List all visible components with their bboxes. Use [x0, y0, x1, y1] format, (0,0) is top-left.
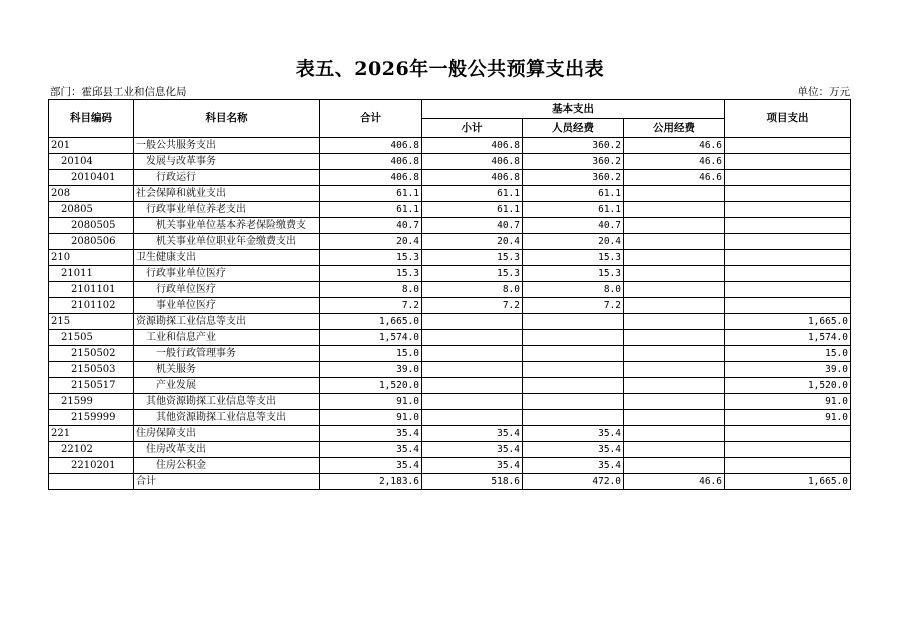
subtotal-cell [422, 394, 523, 410]
table-row [49, 266, 851, 282]
personnel-cell [523, 314, 624, 330]
personnel-cell: 472.0 [523, 474, 624, 490]
public-cell [624, 282, 725, 298]
total-cell: 20.4 [320, 234, 422, 250]
personnel-cell [523, 346, 624, 362]
public-cell [624, 330, 725, 346]
total-cell: 1,520.0 [320, 378, 422, 394]
name-cell: 工业和信息产业 [134, 330, 320, 346]
code-cell: 215 [49, 314, 134, 330]
personnel-cell: 35.4 [523, 426, 624, 442]
name-cell: 事业单位医疗 [134, 298, 320, 314]
table-row [49, 154, 851, 170]
public-cell [624, 218, 725, 234]
table-row [49, 298, 851, 314]
personnel-cell: 15.3 [523, 266, 624, 282]
project-cell [725, 234, 851, 250]
project-cell [725, 250, 851, 266]
subtotal-cell [422, 362, 523, 378]
project-cell: 1,520.0 [725, 378, 851, 394]
name-cell: 住房保障支出 [134, 426, 320, 442]
subtotal-cell: 406.8 [422, 138, 523, 154]
total-cell: 35.4 [320, 426, 422, 442]
name-cell: 合计 [134, 474, 320, 490]
code-cell: 2080506 [49, 234, 134, 250]
project-cell [725, 266, 851, 282]
header-project: 项目支出 [725, 100, 851, 138]
public-cell [624, 410, 725, 426]
personnel-cell: 61.1 [523, 186, 624, 202]
name-cell: 一般行政管理事务 [134, 346, 320, 362]
code-cell: 221 [49, 426, 134, 442]
code-cell: 2010401 [49, 170, 134, 186]
subtotal-cell [422, 314, 523, 330]
header-personnel: 人员经费 [523, 119, 624, 138]
personnel-cell: 35.4 [523, 458, 624, 474]
total-cell: 15.3 [320, 266, 422, 282]
subtotal-cell: 406.8 [422, 170, 523, 186]
total-cell: 40.7 [320, 218, 422, 234]
name-cell: 其他资源勘探工业信息等支出 [134, 410, 320, 426]
table-row [49, 138, 851, 154]
project-cell [725, 186, 851, 202]
project-cell [725, 170, 851, 186]
project-cell [725, 442, 851, 458]
total-cell: 406.8 [320, 170, 422, 186]
code-cell: 210 [49, 250, 134, 266]
subtotal-cell: 8.0 [422, 282, 523, 298]
header-total: 合计 [320, 100, 422, 138]
subtotal-cell [422, 378, 523, 394]
table-row [49, 314, 851, 330]
personnel-cell: 15.3 [523, 250, 624, 266]
public-cell [624, 186, 725, 202]
public-cell: 46.6 [624, 170, 725, 186]
total-cell: 15.3 [320, 250, 422, 266]
project-cell [725, 154, 851, 170]
table-row [49, 458, 851, 474]
total-row [49, 474, 851, 490]
total-cell: 35.4 [320, 458, 422, 474]
code-cell: 22102 [49, 442, 134, 458]
personnel-cell: 360.2 [523, 154, 624, 170]
code-cell: 2150503 [49, 362, 134, 378]
project-cell: 15.0 [725, 346, 851, 362]
total-cell: 39.0 [320, 362, 422, 378]
subtotal-cell: 40.7 [422, 218, 523, 234]
code-cell: 2150502 [49, 346, 134, 362]
header-name: 科目名称 [134, 100, 320, 138]
name-cell: 发展与改革事务 [134, 154, 320, 170]
code-cell: 2080505 [49, 218, 134, 234]
subtotal-cell: 35.4 [422, 458, 523, 474]
project-cell [725, 202, 851, 218]
personnel-cell [523, 394, 624, 410]
table-row [49, 346, 851, 362]
code-cell: 20805 [49, 202, 134, 218]
code-cell: 2150517 [49, 378, 134, 394]
code-cell: 2159999 [49, 410, 134, 426]
total-cell: 91.0 [320, 410, 422, 426]
public-cell [624, 394, 725, 410]
personnel-cell: 40.7 [523, 218, 624, 234]
personnel-cell: 7.2 [523, 298, 624, 314]
table-row [49, 426, 851, 442]
subtotal-cell: 7.2 [422, 298, 523, 314]
total-cell: 8.0 [320, 282, 422, 298]
name-cell: 行政单位医疗 [134, 282, 320, 298]
table-row [49, 218, 851, 234]
subtotal-cell: 518.6 [422, 474, 523, 490]
public-cell: 46.6 [624, 474, 725, 490]
name-cell: 住房公积金 [134, 458, 320, 474]
table-row [49, 362, 851, 378]
subtotal-cell: 15.3 [422, 250, 523, 266]
header-public: 公用经费 [624, 119, 725, 138]
name-cell: 行政事业单位医疗 [134, 266, 320, 282]
subtotal-cell: 15.3 [422, 266, 523, 282]
public-cell [624, 346, 725, 362]
public-cell [624, 314, 725, 330]
total-cell: 406.8 [320, 138, 422, 154]
code-cell: 21011 [49, 266, 134, 282]
name-cell: 其他资源勘探工业信息等支出 [134, 394, 320, 410]
table-row [49, 170, 851, 186]
table-row [49, 394, 851, 410]
name-cell: 机关服务 [134, 362, 320, 378]
name-cell: 一般公共服务支出 [134, 138, 320, 154]
name-cell: 社会保障和就业支出 [134, 186, 320, 202]
code-cell: 2101101 [49, 282, 134, 298]
header-subtotal: 小计 [422, 119, 523, 138]
personnel-cell: 61.1 [523, 202, 624, 218]
public-cell: 46.6 [624, 154, 725, 170]
subtotal-cell: 35.4 [422, 442, 523, 458]
table-row [49, 282, 851, 298]
code-cell: 21599 [49, 394, 134, 410]
total-cell: 15.0 [320, 346, 422, 362]
personnel-cell: 20.4 [523, 234, 624, 250]
table-row [49, 234, 851, 250]
personnel-cell: 35.4 [523, 442, 624, 458]
personnel-cell: 360.2 [523, 170, 624, 186]
code-cell [49, 474, 134, 490]
public-cell: 46.6 [624, 138, 725, 154]
total-cell: 2,183.6 [320, 474, 422, 490]
code-cell: 20104 [49, 154, 134, 170]
project-cell [725, 282, 851, 298]
project-cell: 91.0 [725, 410, 851, 426]
name-cell: 资源勘探工业信息等支出 [134, 314, 320, 330]
public-cell [624, 250, 725, 266]
public-cell [624, 234, 725, 250]
name-cell: 住房改革支出 [134, 442, 320, 458]
name-cell: 卫生健康支出 [134, 250, 320, 266]
project-cell: 1,574.0 [725, 330, 851, 346]
name-cell: 行政事业单位养老支出 [134, 202, 320, 218]
code-cell: 208 [49, 186, 134, 202]
subtotal-cell: 406.8 [422, 154, 523, 170]
personnel-cell: 8.0 [523, 282, 624, 298]
public-cell [624, 202, 725, 218]
table-row [49, 186, 851, 202]
public-cell [624, 378, 725, 394]
name-cell: 产业发展 [134, 378, 320, 394]
personnel-cell [523, 330, 624, 346]
department-label: 部门：霍邱县工业和信息化局 [50, 86, 187, 98]
name-cell: 机关事业单位基本养老保险缴费支 [134, 218, 320, 234]
project-cell: 1,665.0 [725, 474, 851, 490]
subtotal-cell: 35.4 [422, 426, 523, 442]
subtotal-cell [422, 330, 523, 346]
public-cell [624, 266, 725, 282]
total-cell: 61.1 [320, 202, 422, 218]
page-title: 表五、2026年一般公共预算支出表 [295, 58, 605, 80]
name-cell: 机关事业单位职业年金缴费支出 [134, 234, 320, 250]
code-cell: 21505 [49, 330, 134, 346]
subtotal-cell: 61.1 [422, 186, 523, 202]
subtotal-cell: 61.1 [422, 202, 523, 218]
personnel-cell [523, 362, 624, 378]
personnel-cell [523, 378, 624, 394]
table-row [49, 250, 851, 266]
project-cell [725, 218, 851, 234]
public-cell [624, 362, 725, 378]
total-cell: 35.4 [320, 442, 422, 458]
total-cell: 61.1 [320, 186, 422, 202]
table-row [49, 330, 851, 346]
personnel-cell: 360.2 [523, 138, 624, 154]
code-cell: 2101102 [49, 298, 134, 314]
budget-table [48, 99, 851, 490]
code-cell: 201 [49, 138, 134, 154]
project-cell: 91.0 [725, 394, 851, 410]
total-cell: 1,665.0 [320, 314, 422, 330]
project-cell [725, 138, 851, 154]
project-cell [725, 458, 851, 474]
code-cell: 2210201 [49, 458, 134, 474]
project-cell [725, 298, 851, 314]
table-row [49, 442, 851, 458]
table-body [49, 138, 851, 490]
unit-label: 单位：万元 [797, 86, 850, 98]
subtotal-cell [422, 346, 523, 362]
subtotal-cell [422, 410, 523, 426]
public-cell [624, 298, 725, 314]
total-cell: 1,574.0 [320, 330, 422, 346]
table-row [49, 410, 851, 426]
header-code: 科目编码 [49, 100, 134, 138]
total-cell: 7.2 [320, 298, 422, 314]
personnel-cell [523, 410, 624, 426]
total-cell: 91.0 [320, 394, 422, 410]
public-cell [624, 458, 725, 474]
public-cell [624, 426, 725, 442]
table-row [49, 202, 851, 218]
subtotal-cell: 20.4 [422, 234, 523, 250]
header-basic: 基本支出 [422, 100, 725, 119]
project-cell [725, 426, 851, 442]
table-row [49, 378, 851, 394]
project-cell: 39.0 [725, 362, 851, 378]
total-cell: 406.8 [320, 154, 422, 170]
public-cell [624, 442, 725, 458]
name-cell: 行政运行 [134, 170, 320, 186]
project-cell: 1,665.0 [725, 314, 851, 330]
